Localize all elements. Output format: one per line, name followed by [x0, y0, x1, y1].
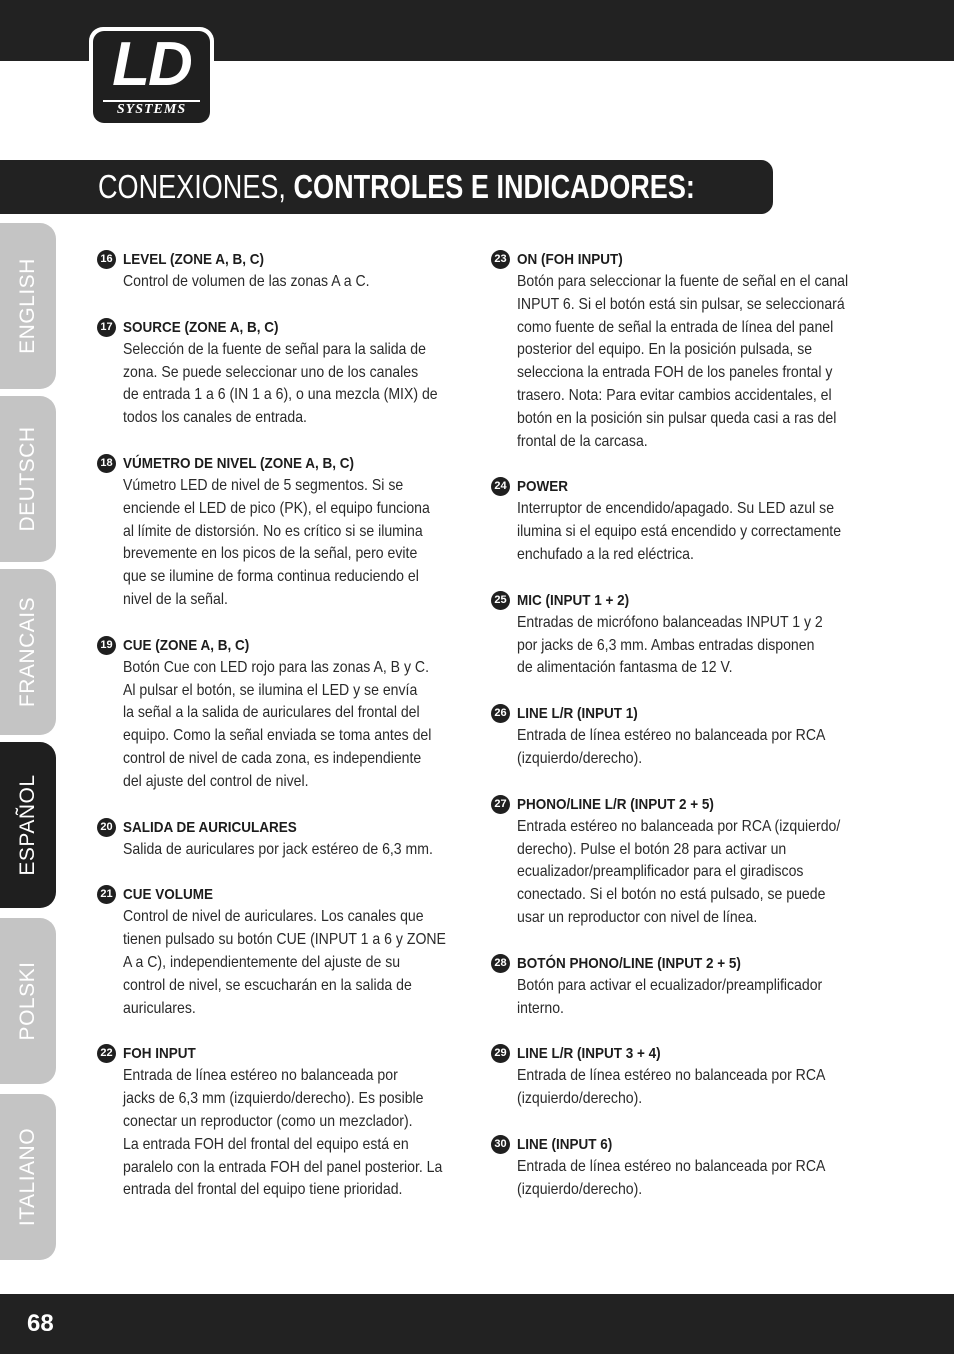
page-title: [98, 164, 695, 210]
tab-english[interactable]: [0, 223, 56, 389]
tab-label: FRANCAIS: [16, 596, 39, 708]
item-heading: MIC (INPUT 1 + 2): [517, 591, 630, 609]
item-number-badge: 18: [97, 454, 116, 473]
item-heading: ON (FOH INPUT): [517, 251, 623, 268]
item-description: Vúmetro LED de nivel de 5 segmentos. Si se enciende el LED de pico (PK), el equipo funciona al límite de distorsión. No es crítico si se ilumina brevemente en los picos de la señal, pero evite que se ilumine de forma continua reduciendo el nivel de la señal.: [123, 476, 430, 608]
tab-label: ITALIANO: [16, 1127, 39, 1227]
left-column: [97, 248, 469, 1202]
item-number-badge: 29: [491, 1044, 510, 1063]
item-number-badge: 28: [491, 954, 510, 973]
tab-label: POLSKI: [16, 961, 39, 1041]
item-description: Salida de auriculares por jack estéreo de 6,3 mm.: [123, 840, 433, 858]
title-bold: CONTROLES E INDICADORES:: [293, 168, 695, 205]
ld-systems-logo: [89, 27, 214, 127]
item-heading: SOURCE (ZONE A, B, C): [123, 318, 279, 336]
list-item: [97, 452, 469, 612]
list-item: [97, 816, 469, 862]
right-column: [491, 248, 863, 1202]
item-number-badge: 17: [97, 318, 116, 337]
item-heading: CUE VOLUME: [123, 886, 214, 904]
logo-subtext: SYSTEMS: [116, 102, 187, 117]
list-item: [491, 475, 863, 566]
tab-italiano[interactable]: [0, 1094, 56, 1260]
item-number-badge: 20: [97, 818, 116, 837]
item-heading: LEVEL (ZONE A, B, C): [123, 251, 265, 268]
list-item: [97, 883, 469, 1020]
item-heading: LINE L/R (INPUT 1): [517, 705, 638, 723]
item-description: Entrada de línea estéreo no balanceada por RCA (izquierdo/derecho).: [517, 1067, 826, 1108]
tab-espanol[interactable]: [0, 742, 56, 908]
item-description: Selección de la fuente de señal para la salida de zona. Se puede seleccionar uno de los canales de entrada 1 a 6 (IN 1 a 6), o una mezcla (MIX) de todos los canales de entrada.: [123, 340, 438, 427]
item-description: Entrada de línea estéreo no balanceada por RCA (izquierdo/derecho).: [517, 1157, 826, 1198]
logo-mark: LD: [112, 30, 191, 99]
item-description: Entrada estéreo no balanceada por RCA (izquierdo/ derecho). Pulse el botón 28 para activar un ecualizador/preamplificador para el giradiscos conectado. Si el botón no está pulsado, se puede usar un reproductor con nivel de línea.: [517, 817, 841, 926]
item-heading: FOH INPUT: [123, 1045, 196, 1063]
list-item: [97, 1042, 469, 1202]
item-number-badge: 26: [491, 704, 510, 723]
item-number-badge: 21: [97, 885, 116, 904]
item-number-badge: 22: [97, 1044, 116, 1063]
list-item: [491, 702, 863, 771]
item-description: Control de volumen de las zonas A a C.: [123, 273, 370, 290]
item-heading: SALIDA DE AURICULARES: [123, 818, 297, 836]
item-number-badge: 27: [491, 795, 510, 814]
list-item: [491, 248, 863, 453]
tab-deutsch[interactable]: [0, 396, 56, 562]
item-description: Botón para activar el ecualizador/preamplificador interno.: [517, 976, 823, 1017]
item-number-badge: 16: [97, 250, 116, 269]
item-number-badge: 23: [491, 250, 510, 269]
tab-label: ESPAÑOL: [16, 774, 39, 876]
tab-polski[interactable]: [0, 918, 56, 1084]
item-number-badge: 25: [491, 591, 510, 610]
item-heading: LINE L/R (INPUT 3 + 4): [517, 1045, 661, 1063]
item-description: Entrada de línea estéreo no balanceada por jacks de 6,3 mm (izquierdo/derecho). Es posible conectar un reproductor (como un mezclador). La entrada FOH del frontal del equipo está en paralelo con la entrada FOH del panel posterior. La entrada del frontal del equipo tiene prioridad.: [123, 1067, 443, 1199]
tab-francais[interactable]: [0, 569, 56, 735]
item-heading: BOTÓN PHONO/LINE (INPUT 2 + 5): [517, 954, 741, 972]
page-number: 68: [27, 1310, 54, 1337]
tab-label: ENGLISH: [16, 258, 39, 354]
list-item: [491, 1042, 863, 1111]
item-description: Interruptor de encendido/apagado. Su LED azul se ilumina si el equipo está encendido y correctamente enchufado a la red eléctrica.: [517, 500, 842, 563]
item-description: Control de nivel de auriculares. Los canales que tienen pulsado su botón CUE (INPUT 1 a 6 y ZONE A a C), independientemente del ajuste de su control de nivel, se escucharán en la salida de auriculares.: [123, 908, 446, 1017]
item-description: Botón Cue con LED rojo para las zonas A, B y C. Al pulsar el botón, se ilumina el LED y se envía la señal a la salida de auriculares del frontal del equipo. Como la señal enviada se toma antes del control de nivel de cada zona, es independiente del ajuste del control de nivel.: [123, 658, 432, 790]
item-heading: POWER: [517, 478, 569, 496]
list-item: [491, 952, 863, 1021]
list-item: [97, 248, 469, 294]
item-description: Entradas de micrófono balanceadas INPUT 1 y 2 por jacks de 6,3 mm. Ambas entradas disponen de alimentación fantasma de 12 V.: [517, 613, 823, 677]
list-item: [491, 1133, 863, 1202]
item-description: Entrada de línea estéreo no balanceada por RCA (izquierdo/derecho).: [517, 727, 826, 767]
list-item: [491, 589, 863, 680]
item-heading: VÚMETRO DE NIVEL (ZONE A, B, C): [123, 454, 355, 472]
logo-badge: [93, 31, 210, 123]
item-number-badge: 19: [97, 636, 116, 655]
item-number-badge: 30: [491, 1135, 510, 1154]
list-item: [491, 793, 863, 930]
list-item: [97, 316, 469, 430]
list-item: [97, 634, 469, 794]
item-heading: LINE (INPUT 6): [517, 1135, 613, 1153]
item-number-badge: 24: [491, 477, 510, 496]
item-heading: PHONO/LINE L/R (INPUT 2 + 5): [517, 795, 714, 813]
item-description: Botón para seleccionar la fuente de señal en el canal INPUT 6. Si el botón está sin pulsar, se seleccionará como fuente de señal la entrada de línea del panel posterior del equipo. En la posición pulsada, se selecciona la entrada FOH de los paneles frontal y trasero. Nota: Para evitar cambios accidentales, el botón en la posición sin pulsar queda casi a ras del frontal de la carcasa.: [517, 273, 849, 450]
tab-label: DEUTSCH: [16, 426, 39, 532]
title-light: CONEXIONES,: [98, 168, 294, 205]
item-heading: CUE (ZONE A, B, C): [123, 636, 250, 654]
bottom-bar: [0, 1294, 954, 1354]
